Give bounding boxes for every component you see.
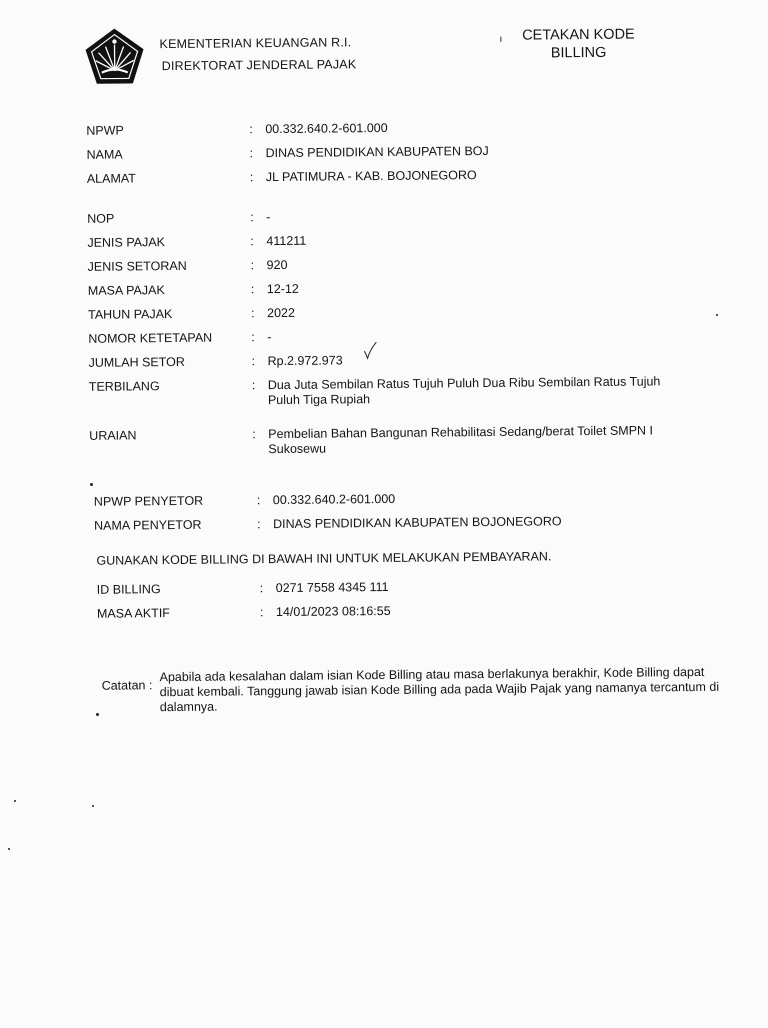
note-label: Catatan : <box>102 678 153 692</box>
field-colon: : <box>249 146 253 160</box>
field-value: Pembelian Bahan Bangunan Rehabilitasi Sedang/berat Toilet SMPN I Sukosewu <box>268 423 688 457</box>
field-colon: : <box>251 282 255 296</box>
field-colon: : <box>257 493 261 507</box>
field-colon: : <box>257 517 261 531</box>
field-value: DINAS PENDIDIKAN KABUPATEN BOJ <box>265 144 488 160</box>
field-label: TERBILANG <box>89 379 160 394</box>
org-name-line2: DIREKTORAT JENDERAL PAJAK <box>162 57 357 73</box>
scan-speck <box>716 314 718 316</box>
field-label: NAMA <box>86 147 122 161</box>
field-value: 12-12 <box>267 282 299 296</box>
field-colon: : <box>251 354 255 368</box>
field-value: - <box>267 330 271 344</box>
field-label: NOP <box>87 212 114 226</box>
field-label: JENIS SETORAN <box>88 259 187 274</box>
field-value: DINAS PENDIDIKAN KABUPATEN BOJONEGORO <box>273 514 562 531</box>
field-value: 920 <box>267 258 288 272</box>
field-label: NPWP PENYETOR <box>94 494 203 509</box>
margin-mark: ı <box>499 31 502 49</box>
field-value: 14/01/2023 08:16:55 <box>276 604 391 619</box>
field-colon: : <box>250 234 254 248</box>
org-name-line1: KEMENTERIAN KEUANGAN R.I. <box>159 35 351 51</box>
field-value: 411211 <box>266 234 306 248</box>
field-colon: : <box>251 258 255 272</box>
field-colon: : <box>260 605 264 619</box>
field-colon: : <box>250 210 254 224</box>
field-colon: : <box>249 122 253 136</box>
document-title <box>503 25 653 62</box>
field-value: 0271 7558 4345 111 <box>276 580 389 595</box>
field-label: NOMOR KETETAPAN <box>88 331 212 346</box>
handwritten-checkmark-icon <box>362 340 378 360</box>
document-title-line2: BILLING <box>504 43 654 62</box>
field-label: JENIS PAJAK <box>87 235 165 250</box>
field-colon: : <box>251 330 255 344</box>
field-colon: : <box>252 427 256 441</box>
field-value: 00.332.640.2-601.000 <box>273 492 395 507</box>
scan-speck <box>14 800 16 802</box>
document-title-line1: CETAKAN KODE <box>503 25 653 44</box>
field-colon: : <box>250 170 254 184</box>
field-label: URAIAN <box>89 428 136 442</box>
field-value: Rp.2.972.973 <box>267 353 342 368</box>
kemenkeu-emblem-icon <box>83 26 146 87</box>
field-label: ALAMAT <box>87 171 136 185</box>
field-value: 00.332.640.2-601.000 <box>265 121 387 136</box>
scan-speck <box>92 805 94 807</box>
note-text: Apabila ada kesalahan dalam isian Kode Billing atau masa berlakunya berakhir, Kode Billing dapat dibuat kembali. Tanggung jawab isian Kode Billing ada pada Wajib Pajak yang namanya tercantum di dalamnya. <box>160 665 732 715</box>
field-value: - <box>266 210 270 224</box>
field-label: TAHUN PAJAK <box>88 307 172 322</box>
field-colon: : <box>251 306 255 320</box>
field-value: Dua Juta Sembilan Ratus Tujuh Puluh Dua Ribu Sembilan Ratus Tujuh Puluh Tiga Rupiah <box>268 374 688 408</box>
field-label: NAMA PENYETOR <box>94 518 202 533</box>
scan-speck <box>8 848 10 850</box>
field-label: JUMLAH SETOR <box>88 355 184 370</box>
field-colon: : <box>260 581 264 595</box>
field-label: NPWP <box>86 123 124 137</box>
field-label: ID BILLING <box>97 582 161 597</box>
field-label: MASA PAJAK <box>88 283 165 298</box>
field-value: JL PATIMURA - KAB. BOJONEGORO <box>266 168 477 184</box>
field-colon: : <box>252 378 256 392</box>
billing-instruction: GUNAKAN KODE BILLING DI BAWAH INI UNTUK MELAKUKAN PEMBAYARAN. <box>96 549 551 567</box>
scan-speck <box>90 483 93 486</box>
field-value: 2022 <box>267 306 295 320</box>
field-label: MASA AKTIF <box>97 606 170 621</box>
scan-speck <box>96 713 99 716</box>
